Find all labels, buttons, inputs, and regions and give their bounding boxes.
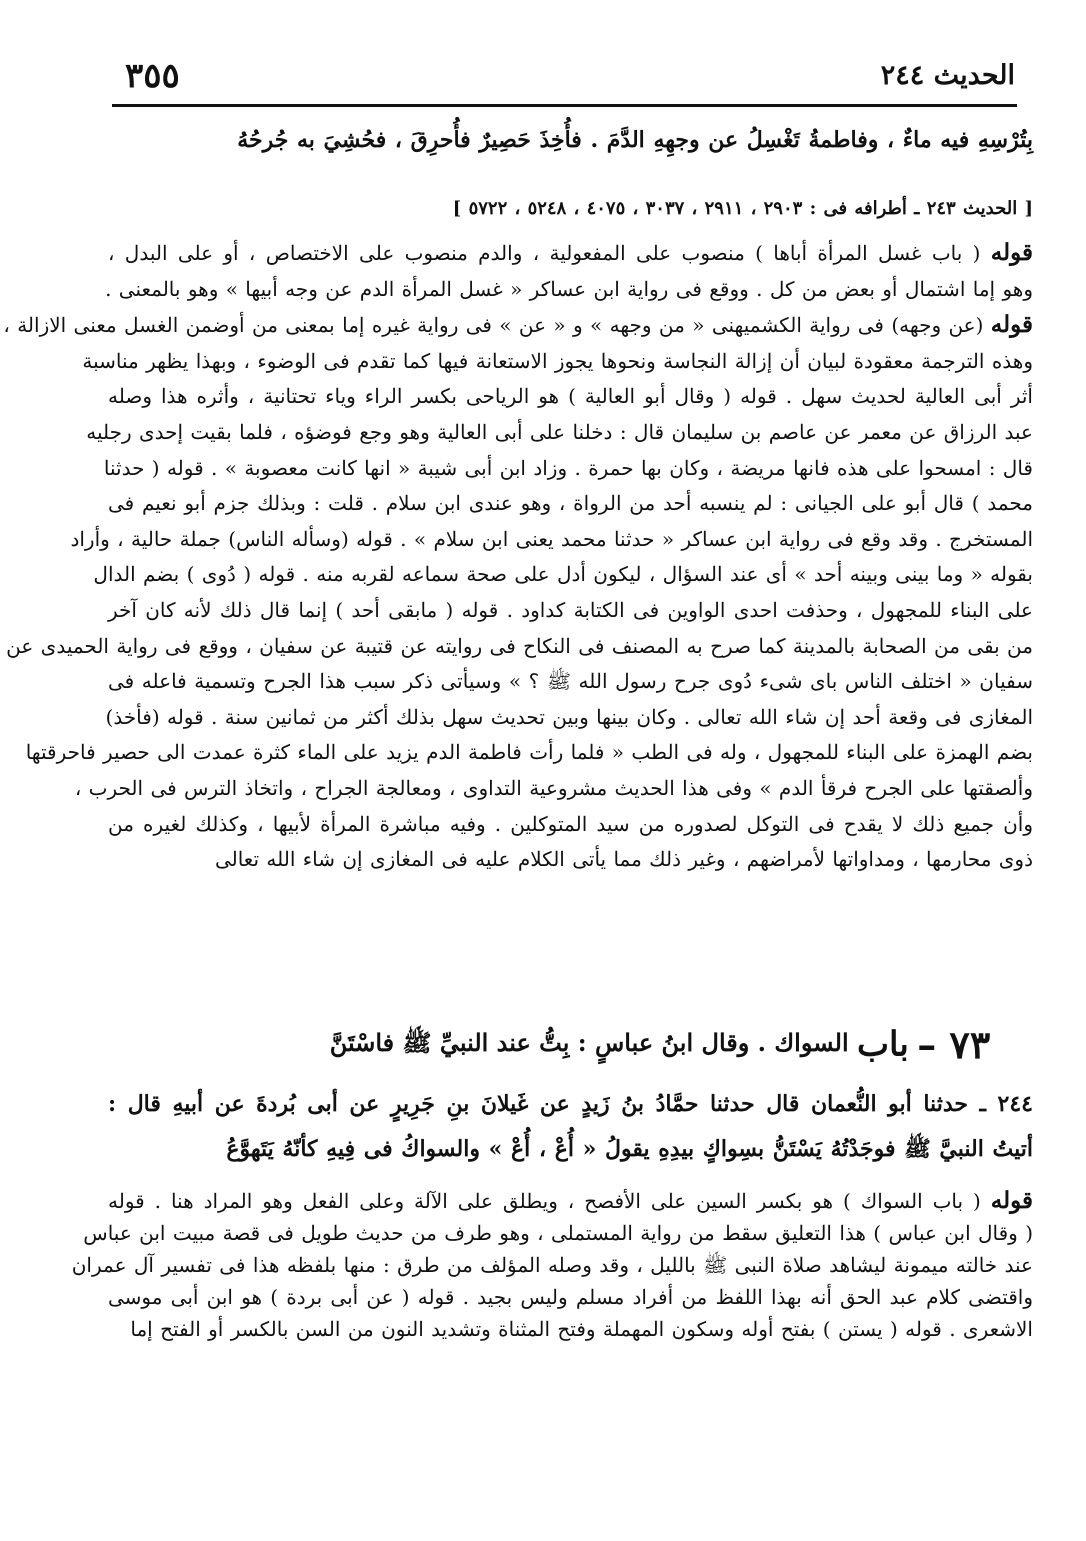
commentary-line <box>71 1249 1033 1281</box>
commentary-line <box>83 1217 1033 1249</box>
commentary-text: بضم الهمزة على البناء للمجهول ، وله فى الطب « فلما رأت فاطمة الدم يزيد على الماء كثرة عمدت الى حصير فاحرقتها <box>25 740 1033 765</box>
commentary-text: من بقى من الصحابة بالمدينة كما صرح به المصنف فى النكاح فى روايته عن قتيبة عن سفيان ، ووقع فى رواية الحميدى عن <box>6 633 1033 658</box>
commentary-line <box>105 700 1033 736</box>
commentary-text: ذوى محارمها ، ومداواتها لأمراضهم ، وغير ذلك مما يأتى الكلام عليه فى المغازى إن شاء الله تعالى <box>214 847 1033 872</box>
commentary-text: (عن وجهه) فى رواية الكشميهنى « من وجهه » و « عن » فى رواية غيره إما بمعنى من أوضمن الغسل معنى الازالة ، <box>3 313 991 338</box>
hadith-244-line: أتيتُ النبيَّ ﷺ فوجَدْتُهُ يَسْتَنُّ بسِواكٍ بيدِهِ يقولُ « أُعْ ، أُعْ » والسواكُ فى فِيهِ كأنّهُ يَتَهوَّعُ <box>226 1136 1033 1162</box>
commentary-line <box>74 771 1033 807</box>
commentary-line <box>103 451 1033 487</box>
page-header <box>115 56 1015 100</box>
qawluhu-keyword: قوله <box>990 311 1033 339</box>
commentary-section-2 <box>71 1185 1033 1345</box>
chapter-heading <box>300 1022 1020 1067</box>
commentary-text: وهو إما اشتمال أو بعض من كل . ووقع فى رواية ابن عساكر « غسل المرأة الدم عن وجه أبيها » وهو بالمعنى . <box>105 276 1033 301</box>
commentary-text: عند خالته ميمونة ليشاهد صلاة النبى ﷺ بالليل ، وقد وصله المؤلف من طرق : منها بلفظه هذا فى تفسير آل عمران <box>71 1253 1033 1277</box>
references-line: [ الحديث ٢٤٣ ـ أطرافه فى : ٢٩٠٣ ، ٢٩١١ ، ٣٠٣٧ ، ٤٠٧٥ ، ٥٢٤٨ ، ٥٧٢٢ ] <box>452 198 1033 219</box>
qawluhu-keyword: قوله <box>990 239 1033 266</box>
commentary-text: وهذه الترجمة معقودة لبيان أن إزالة النجاسة ونحوها يجوز الاستعانة فيها كما تقدم فى الوضوء ، وبهذا يظهر مناسبة <box>82 348 1033 373</box>
commentary-line <box>108 1313 1033 1345</box>
commentary-line <box>108 842 1033 878</box>
chapter-bab: باب <box>856 1024 909 1065</box>
commentary-text: المستخرج . وقد وقع فى رواية ابن عساكر « حدثنا محمد يعنى ابن سلام » . قوله (وسأله الناس) جملة حالية ، وأراد <box>70 526 1033 551</box>
running-title: الحديث ٢٤٤ <box>880 60 1015 91</box>
commentary-text: بقوله « وما بينى وبينه أحد » أى عند السؤال ، ليكون أدل على صحة سماعه لقربه منه . قوله ( دُوى ) بضم الدال <box>93 562 1033 587</box>
commentary-line <box>25 735 1033 771</box>
commentary-line <box>108 1281 1033 1313</box>
hadith-text <box>108 120 1033 160</box>
commentary-text: وألصقتها على الجرح فرقأ الدم » وفى هذا الحديث مشروعية التداوى ، ومعالجة الجراح ، واتخاذ الترس فى الحرب ، <box>74 775 1033 800</box>
commentary-text: محمد ) قال أبو على الجيانى : لم ينسبه أحد من الرواة ، وهو عندى ابن سلام . قلت : وبذلك جزم أبو نعيم فى <box>108 491 1033 516</box>
page-number: ٣٥٥ <box>125 56 180 96</box>
qawluhu-keyword: قوله <box>990 1187 1033 1214</box>
hadith-text-line: بِتُرْسِهِ فيه ماءٌ ، وفاطمةُ تَغْسِلُ عن وجهِهِ الدَّمَ . فأُخِذَ حَصِيرٌ فأُحرِقَ ، فحُشِيَ به جُرحُهُ <box>237 127 1033 153</box>
commentary-text: أثر أبى العالية لحديث سهل . قوله ( وقال أبو العالية ) هو الرياحى بكسر الراء وياء تحتانية ، وأثره هذا وصله <box>108 384 1033 409</box>
hadith-references <box>108 195 1033 223</box>
commentary-line <box>108 807 1033 843</box>
commentary-line <box>105 272 1033 308</box>
commentary-line <box>108 1185 1033 1217</box>
hadith-244-line: ٢٤٤ ـ حدثنا أبو النُّعمان قال حدثنا حمَّادُ بنُ زَيدٍ عن غَيلانَ بنِ جَرِيرٍ عن أبى بُردةَ عن أبيهِ قال : <box>108 1091 1033 1117</box>
commentary-line <box>93 557 1033 593</box>
chapter-title: السواك . وقال ابنُ عباسٍ : بِتُّ عند النبيِّ ﷺ فاسْتَنَّ <box>329 1028 849 1057</box>
commentary-line <box>70 522 1033 558</box>
chapter-number: ٧٣ – <box>917 1022 991 1067</box>
commentary-line <box>108 593 1033 629</box>
commentary-text: ( باب غسل المرأة أباها ) منصوب على المفعولية ، والدم منصوب على الاختصاص ، أو على البدل ، <box>108 241 991 265</box>
header-rule <box>112 104 1017 107</box>
commentary-line <box>3 307 1033 344</box>
commentary-text: ( باب السواك ) هو بكسر السين على الأفصح ، ويطلق على الآلة وعلى الفعل وهو المراد هنا . قوله <box>108 1189 991 1213</box>
commentary-text: قال : امسحوا على هذه فانها مريضة ، وكان بها حمرة . وزاد ابن أبى شيبة « انها كانت معصوبة » . قوله ( حدثنا <box>103 455 1033 480</box>
commentary-line <box>108 235 1033 272</box>
commentary-line <box>108 664 1033 700</box>
commentary-text: الاشعرى . قوله ( يستن ) بفتح أوله وسكون المهملة وفتح المثناة وتشديد النون من السن بالكسر أو الفتح إما <box>130 1317 1033 1341</box>
commentary-line <box>82 344 1033 380</box>
commentary-text: وأن جميع ذلك لا يقدح فى التوكل لصدوره من سيد المتوكلين . وفيه مباشرة المرأة لأبيها ، وكذلك لغيره من <box>108 811 1033 836</box>
commentary-line <box>86 415 1033 451</box>
commentary-line <box>108 379 1033 415</box>
commentary-text: ( وقال ابن عباس ) هذا التعليق سقط من رواية المستملى ، وهو طرف من حديث طويل فى قصة مبيت ابن عباس <box>83 1221 1033 1245</box>
commentary-line <box>6 629 1033 665</box>
commentary-text: عبد الرزاق عن معمر عن عاصم بن سليمان قال : دخلنا على أبى العالية وهو وجع فوضؤه ، فلما بقيت إحدى رجليه <box>86 419 1033 444</box>
commentary-text: على البناء للمجهول ، وحذفت احدى الواوين فى الكتابة كداود . قوله ( مابقى أحد ) إنما قال ذلك لأنه كان آخر <box>108 597 1033 622</box>
commentary-text: سفيان « اختلف الناس باى شىء دُوى جرح رسول الله ﷺ ؟ » وسيأتى ذكر سبب هذا الجرح وتسمية فاعله فى <box>108 669 1033 694</box>
commentary-section <box>3 235 1033 878</box>
commentary-text: واقتضى كلام عبد الحق أنه بهذا اللفظ من أفراد مسلم وليس بجيد . قوله ( عن أبى بردة ) هو ابن أبى موسى <box>108 1285 1033 1309</box>
commentary-text: المغازى فى وقعة أحد إن شاء الله تعالى . وكان بينها وبين تحديث سهل بذلك أكثر من ثمانين سنة . قوله (فأخذ) <box>105 704 1033 729</box>
hadith-244-text <box>108 1082 1033 1172</box>
commentary-line <box>108 486 1033 522</box>
